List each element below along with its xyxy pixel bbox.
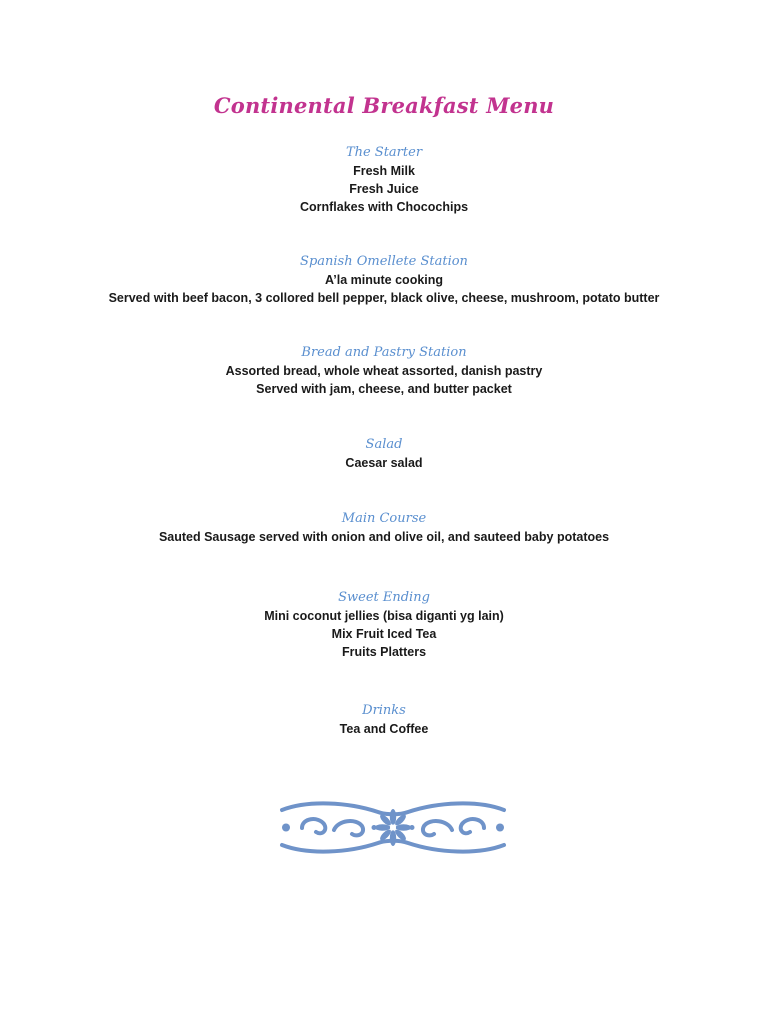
menu-item: Served with beef bacon, 3 collored bell pepper, black olive, cheese, mushroom, potato butter xyxy=(108,291,660,305)
menu-item: Caesar salad xyxy=(345,456,423,470)
menu-section-main-course xyxy=(0,510,768,546)
menu-section-drinks xyxy=(0,702,768,738)
menu-item: A’la minute cooking xyxy=(324,273,444,287)
floral-scroll-ornament-icon xyxy=(278,800,508,855)
menu-section-salad xyxy=(0,436,768,472)
section-heading: Bread and Pastry Station xyxy=(301,345,467,360)
menu-section-sweet-ending xyxy=(0,589,768,661)
section-heading: Main Course xyxy=(341,511,427,526)
menu-item: Assorted bread, whole wheat assorted, danish pastry xyxy=(225,364,543,378)
menu-item: Cornflakes with Chocochips xyxy=(299,200,469,214)
menu-item: Fresh Juice xyxy=(349,182,419,196)
section-heading: Salad xyxy=(365,437,403,452)
menu-item: Mini coconut jellies (bisa diganti yg lain) xyxy=(264,609,504,623)
menu-item: Served with jam, cheese, and butter packet xyxy=(256,382,512,396)
menu-section-starter xyxy=(0,144,768,216)
menu-item: Mix Fruit Iced Tea xyxy=(331,627,437,641)
section-heading: Drinks xyxy=(362,703,406,718)
menu-item: Tea and Coffee xyxy=(339,722,429,736)
section-heading: The Starter xyxy=(345,145,423,160)
menu-section-omelette xyxy=(0,253,768,307)
section-heading: Spanish Omellete Station xyxy=(300,254,468,269)
menu-item: Fresh Milk xyxy=(353,164,415,178)
menu-item: Sauted Sausage served with onion and olive oil, and sauteed baby potatoes xyxy=(158,530,610,544)
menu-item: Fruits Platters xyxy=(341,645,427,659)
menu-section-bread xyxy=(0,344,768,398)
menu-title: Continental Breakfast Menu xyxy=(213,93,555,118)
section-heading: Sweet Ending xyxy=(338,590,430,605)
